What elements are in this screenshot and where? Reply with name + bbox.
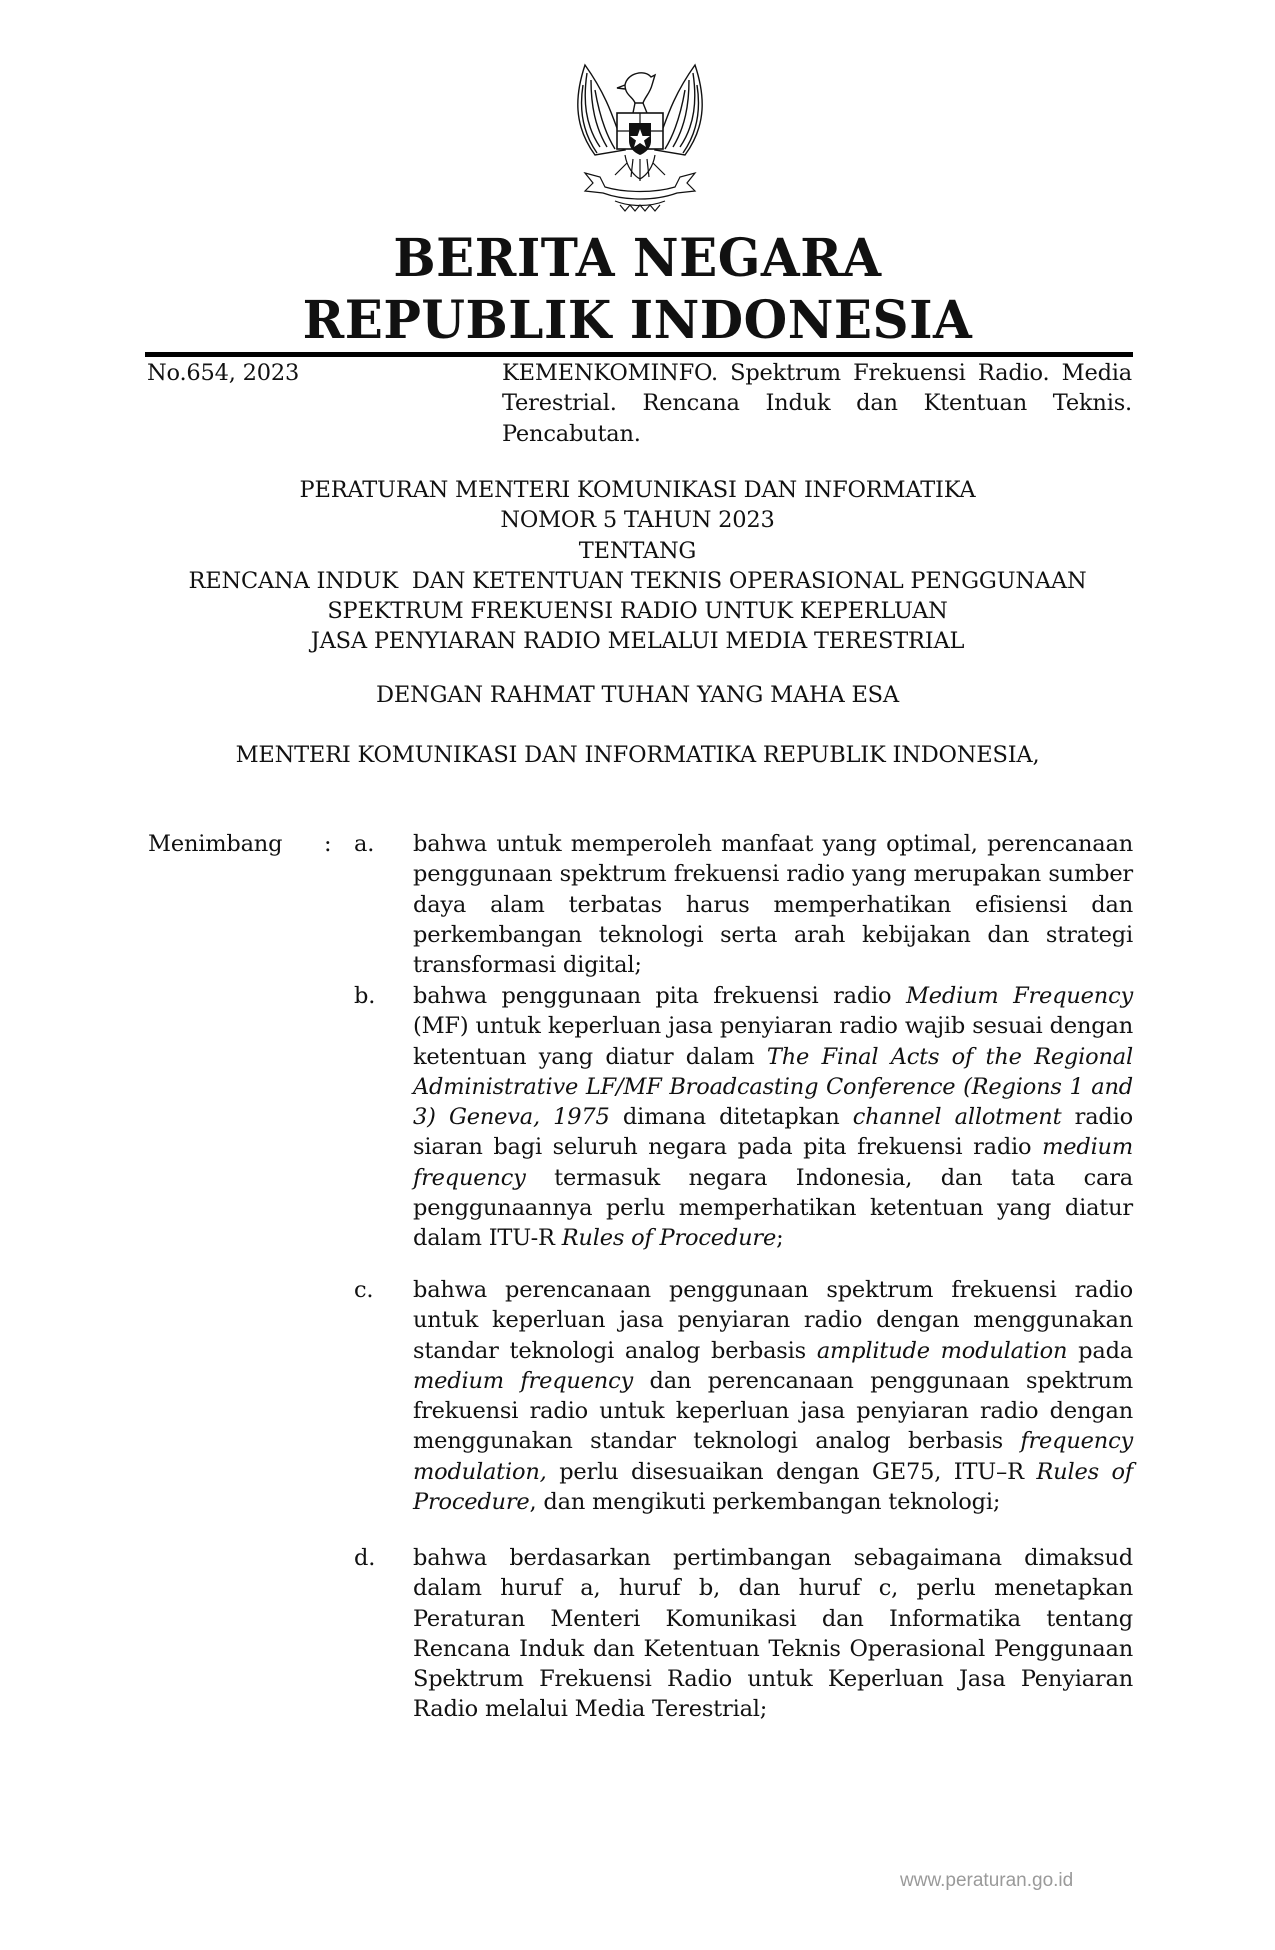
clause-text	[413, 829, 1133, 980]
italic-term: Rules of Procedure	[413, 1458, 1133, 1516]
text-run: , dan mengikuti perkembangan teknologi;	[529, 1489, 1001, 1516]
italic-term: medium frequency	[413, 1367, 634, 1394]
text-run: perlu disesuaikan dengan GE75, ITU–R	[546, 1458, 1037, 1485]
italic-term: frequency modulation,	[413, 1428, 1133, 1485]
italic-term: amplitude modulation	[816, 1337, 1068, 1364]
menimbang-colon: :	[324, 831, 332, 857]
menimbang-label: Menimbang	[148, 831, 283, 857]
issue-number: No.654, 2023	[147, 360, 300, 386]
clause-letter: b.	[354, 983, 376, 1009]
italic-term: medium frequency	[413, 1134, 1133, 1191]
clause-letter: a.	[354, 831, 375, 857]
heading-line: NOMOR 5 TAHUN 2023	[500, 507, 775, 534]
gazette-title-line2: REPUBLIK INDONESIA	[302, 288, 973, 351]
text-run: (MF) untuk keperluan jasa penyiaran radio wajib sesuai dengan ketentuan yang diatur dalam	[413, 1013, 1133, 1070]
text-run: pada	[1067, 1337, 1133, 1364]
authority: MENTERI KOMUNIKASI DAN INFORMATIKA REPUBLIK INDONESIA,	[235, 742, 1040, 768]
text-run: bahwa berdasarkan pertimbangan sebagaimana dimaksud dalam huruf a, huruf b, dan huruf c, perlu menetapkan Peraturan Menteri Komunikasi dan Informatika tentang Rencana Induk dan Ketentuan Teknis Operasional Penggunaan Spektrum Frekuensi Radio untuk Keperluan Jasa Penyiaran Radio melalui Media Terestrial;	[413, 1545, 1133, 1723]
clause-letter: d.	[354, 1545, 376, 1571]
italic-term: Medium Frequency	[905, 983, 1133, 1009]
heading-line: PERATURAN MENTERI KOMUNIKASI DAN INFORMATIKA	[299, 477, 976, 503]
heading-line: RENCANA INDUK DAN KETENTUAN TEKNIS OPERASIONAL PENGGUNAAN	[188, 567, 1087, 594]
header-divider	[145, 352, 1133, 357]
text-run: bahwa perencanaan penggunaan spektrum frekuensi radio untuk keperluan jasa penyiaran radio dengan menggunakan standar teknologi analog berbasis	[413, 1277, 1133, 1364]
italic-term: The Final Acts of the Regional Administrative LF/MF Broadcasting Conference (Regions 1 and 3) Geneva, 1975	[413, 1043, 1133, 1131]
text-run: ;	[776, 1225, 784, 1252]
issue-subject: KEMENKOMINFO. Spektrum Frekuensi Radio. Media Terestrial. Rencana Induk dan Ktentuan Teknis. Pencabutan.	[502, 360, 1132, 447]
text-run: bahwa penggunaan pita frekuensi radio	[413, 983, 906, 1009]
clause-text	[413, 981, 1133, 1254]
invocation: DENGAN RAHMAT TUHAN YANG MAHA ESA	[376, 682, 899, 708]
clause-text	[413, 1275, 1133, 1517]
text-run: bahwa untuk memperoleh manfaat yang optimal, perencanaan penggunaan spektrum frekuensi radio yang merupakan sumber daya alam terbatas harus memperhatikan efisiensi dan perkembangan teknologi serta arah kebijakan dan strategi transformasi digital;	[413, 831, 1133, 979]
italic-term: Rules of Procedure	[561, 1225, 777, 1252]
text-run: termasuk negara Indonesia, dan tata cara penggunaannya perlu memperhatikan ketentuan yang diatur dalam ITU-R	[413, 1164, 1133, 1252]
text-run: dimana ditetapkan	[609, 1104, 853, 1131]
gazette-title-line1: BERITA NEGARA	[393, 226, 882, 289]
text-run: dan perencanaan penggunaan spektrum frekuensi radio untuk keperluan jasa penyiaran radio dengan menggunakan standar teknologi analog berbasis	[413, 1367, 1133, 1455]
watermark-url: www.peraturan.go.id	[900, 1870, 1074, 1891]
italic-term: channel allotment	[852, 1104, 1062, 1131]
clause-letter: c.	[354, 1277, 374, 1303]
heading-line: TENTANG	[578, 537, 697, 564]
garuda-emblem-icon	[555, 55, 725, 215]
regulation-heading	[0, 475, 1275, 657]
heading-line: JASA PENYIARAN RADIO MELALUI MEDIA TERESTRIAL	[310, 628, 965, 655]
clause-text	[413, 1543, 1133, 1725]
heading-line: SPEKTRUM FREKUENSI RADIO UNTUK KEPERLUAN	[327, 598, 948, 625]
text-run: radio siaran bagi seluruh negara pada pita frekuensi radio	[413, 1104, 1133, 1161]
